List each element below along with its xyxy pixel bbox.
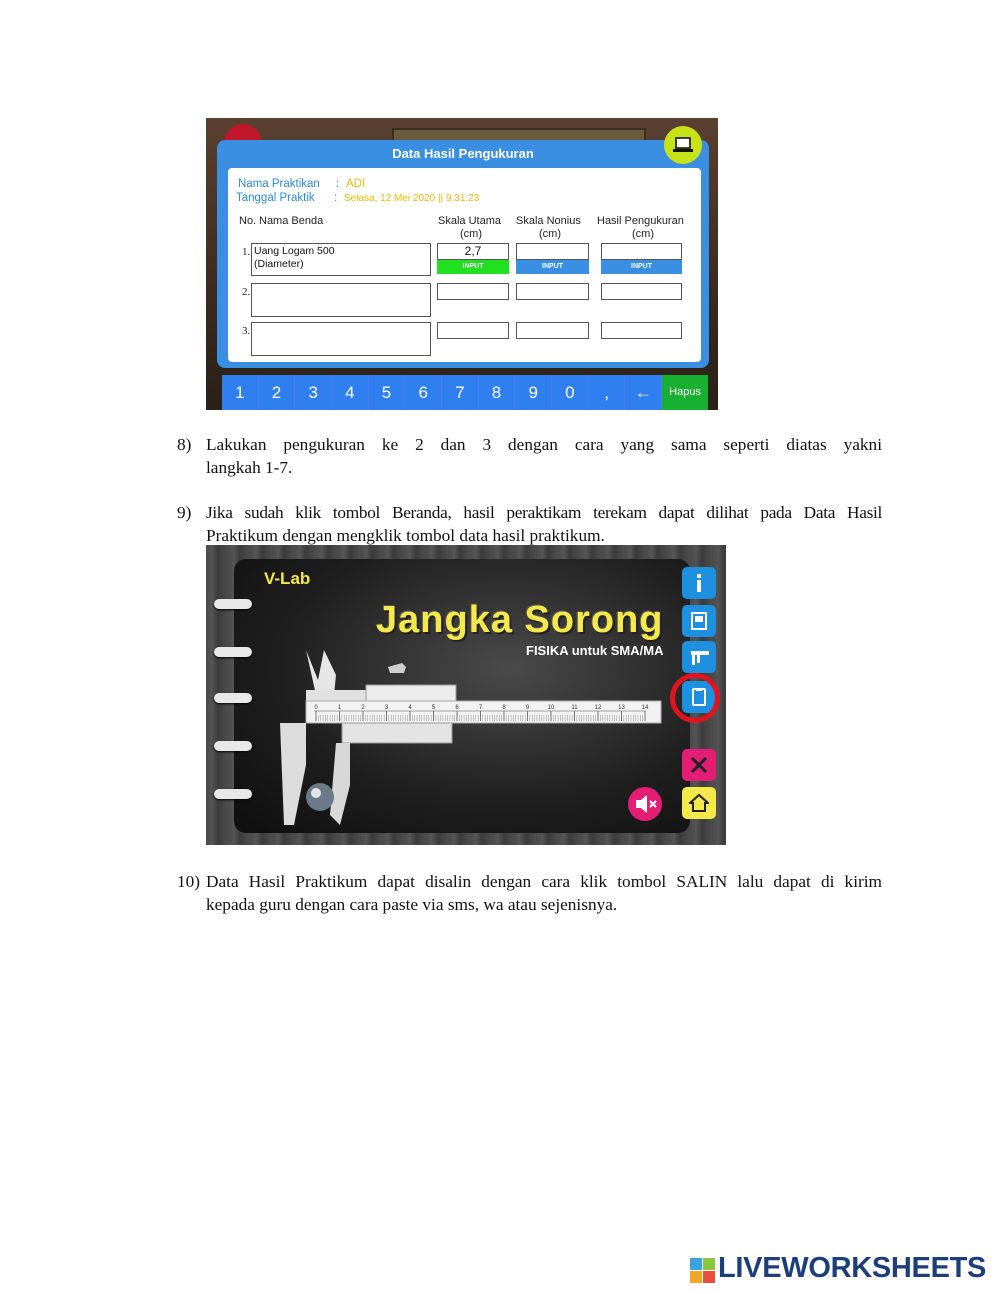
key-4[interactable]: 4 xyxy=(332,375,369,410)
separator: : xyxy=(334,192,338,204)
col-unit: (cm) xyxy=(539,228,561,240)
key-backspace[interactable]: ← xyxy=(625,375,662,410)
home-icon xyxy=(689,793,709,813)
data-form xyxy=(228,168,701,362)
row-number: 2. xyxy=(242,286,251,298)
numeric-keypad xyxy=(222,375,708,410)
step-text-line2: langkah 1-7. xyxy=(206,458,293,477)
col-hasil-pengukuran: Hasil Pengukuran xyxy=(597,215,684,227)
key-1[interactable]: 1 xyxy=(222,375,259,410)
input-button[interactable]: INPUT xyxy=(437,260,509,274)
nama-praktikan-value: ADI xyxy=(346,178,366,190)
scale-tick-label: 10 xyxy=(547,705,555,711)
step-text-line2: Praktikum dengan mengklik tombol data hasil praktikum. xyxy=(206,526,605,545)
input-button[interactable]: INPUT xyxy=(601,260,682,274)
key-hapus[interactable]: Hapus xyxy=(662,375,708,410)
caliper-button[interactable] xyxy=(682,641,716,673)
key-9[interactable]: 9 xyxy=(515,375,552,410)
step-text-line2: kepada guru dengan cara paste via sms, wa atau sejenisnya. xyxy=(206,895,618,914)
scale-tick-label: 0 xyxy=(314,705,318,711)
skala-utama-input[interactable] xyxy=(437,322,509,339)
close-button[interactable] xyxy=(682,749,716,781)
nama-benda-input[interactable] xyxy=(251,322,431,356)
scale-tick-label: 3 xyxy=(384,705,389,711)
home-button[interactable] xyxy=(682,787,716,819)
key-3[interactable]: 3 xyxy=(295,375,332,410)
skala-nonius-input[interactable] xyxy=(516,283,589,300)
input-button[interactable]: INPUT xyxy=(516,260,589,274)
book-button[interactable] xyxy=(682,605,716,637)
col-nama-benda: Nama Benda xyxy=(259,215,324,227)
caliper-illustration xyxy=(276,645,676,830)
skala-utama-input[interactable]: 2,7 xyxy=(437,243,509,260)
binder-ring xyxy=(214,789,252,799)
binder-ring xyxy=(214,647,252,657)
row-number: 3. xyxy=(242,325,251,337)
hasil-input[interactable] xyxy=(601,283,682,300)
laptop-icon xyxy=(673,137,693,153)
step-text: Jika sudah klik tombol Beranda, hasil peraktikam terekam dapat dilihat pada Data Hasil xyxy=(206,503,882,522)
step-number: 9) xyxy=(177,503,192,522)
app-title: Jangka Sorong xyxy=(376,599,664,641)
nama-line1: Uang Logam 500 xyxy=(254,245,335,257)
key-5[interactable]: 5 xyxy=(369,375,406,410)
col-skala-utama: Skala Utama xyxy=(438,215,501,227)
scale-tick-label: 1 xyxy=(337,705,342,711)
scale-tick-label: 13 xyxy=(618,705,625,711)
key-0[interactable]: 0 xyxy=(552,375,589,410)
nama-benda-input[interactable] xyxy=(251,283,431,317)
info-icon xyxy=(689,573,709,593)
hasil-input[interactable] xyxy=(601,322,682,339)
step-number: 8) xyxy=(177,435,192,454)
key-7[interactable]: 7 xyxy=(442,375,479,410)
key-8[interactable]: 8 xyxy=(479,375,516,410)
scale-tick-label: 6 xyxy=(455,705,459,711)
scale-tick-label: 9 xyxy=(525,705,530,711)
binder-ring xyxy=(214,741,252,751)
hasil-input[interactable] xyxy=(601,243,682,260)
key-2[interactable]: 2 xyxy=(259,375,296,410)
col-skala-nonius: Skala Nonius xyxy=(516,215,581,227)
panel-title: Data Hasil Pengukuran xyxy=(392,146,534,161)
brand-label: V-Lab xyxy=(264,569,311,588)
scale-tick-label: 5 xyxy=(431,705,436,711)
scale-tick-label: 2 xyxy=(361,705,365,711)
measurement-data-screenshot xyxy=(206,118,718,410)
skala-nonius-input[interactable] xyxy=(516,322,589,339)
tanggal-label: Tanggal Praktik xyxy=(236,192,315,204)
logo-badge-icon xyxy=(690,1258,716,1284)
info-button[interactable] xyxy=(682,567,716,599)
nama-benda-input[interactable] xyxy=(251,243,431,276)
caliper-icon xyxy=(689,647,711,667)
scale-tick-label: 8 xyxy=(502,705,506,711)
step-number: 10) xyxy=(177,872,201,891)
step-text: Lakukan pengukuran ke 2 dan 3 dengan cara yang sama seperti diatas yakni xyxy=(206,435,882,454)
nama-praktikan-label: Nama Praktikan xyxy=(238,178,320,190)
tanggal-value: Selasa, 12 Mei 2020 || 9:31:23 xyxy=(344,193,480,204)
scale-tick-label: 4 xyxy=(408,705,412,711)
key-comma[interactable]: , xyxy=(589,375,626,410)
row-number: 1. xyxy=(242,246,251,258)
scale-tick-label: 7 xyxy=(478,705,483,711)
logo-text: LIVEWORKSHEETS xyxy=(718,1252,987,1284)
step-text: Data Hasil Praktikum dapat disalin dengan cara klik tombol SALIN lalu dapat di kirim xyxy=(206,872,882,891)
app-subtitle: FISIKA untuk SMA/MA xyxy=(526,643,664,658)
laptop-button[interactable] xyxy=(664,126,702,164)
key-6[interactable]: 6 xyxy=(405,375,442,410)
binder-ring xyxy=(214,693,252,703)
close-icon xyxy=(689,755,709,775)
separator: : xyxy=(336,178,340,190)
binder-ring xyxy=(214,599,252,609)
skala-utama-input[interactable] xyxy=(437,283,509,300)
book-icon xyxy=(689,611,709,631)
sound-toggle-button[interactable] xyxy=(628,787,662,821)
speaker-muted-icon xyxy=(628,787,662,821)
data-panel xyxy=(217,140,709,368)
vlab-home-screenshot xyxy=(206,545,726,845)
col-unit: (cm) xyxy=(460,228,482,240)
col-unit: (cm) xyxy=(632,228,654,240)
scale-tick-label: 14 xyxy=(641,705,649,711)
skala-nonius-input[interactable] xyxy=(516,243,589,260)
scale-tick-label: 11 xyxy=(571,705,578,711)
col-no: No. xyxy=(239,215,257,227)
scale-tick-label: 12 xyxy=(594,705,602,711)
nama-line2: (Diameter) xyxy=(254,258,304,270)
highlight-circle xyxy=(670,673,720,723)
